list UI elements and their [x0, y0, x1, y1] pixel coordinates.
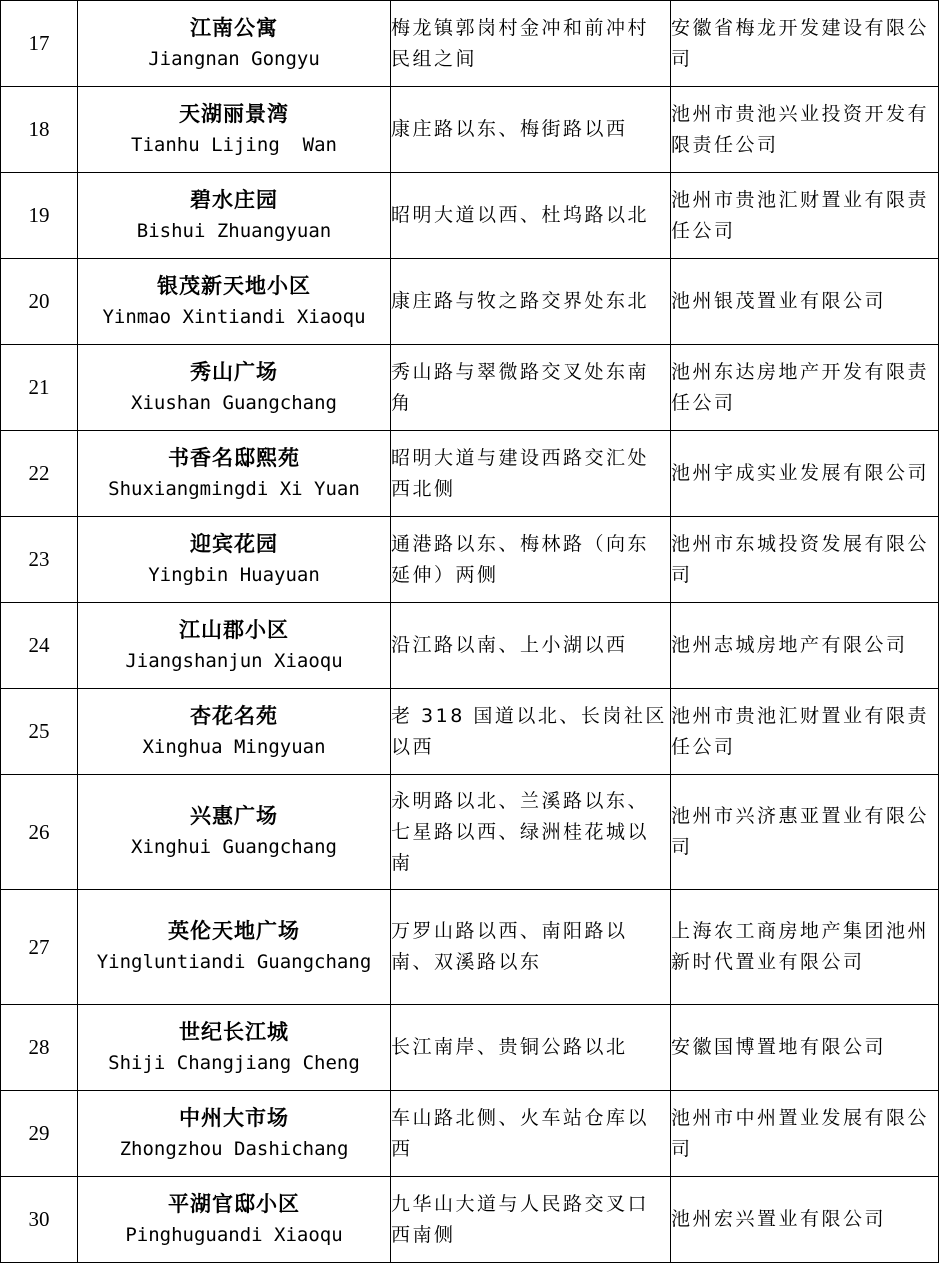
developer-cell: 池州宏兴置业有限公司 — [671, 1177, 939, 1263]
chinese-name: 英伦天地广场 — [168, 919, 300, 943]
developer-cell: 池州市东城投资发展有限公司 — [671, 517, 939, 603]
chinese-name: 银茂新天地小区 — [157, 273, 311, 298]
table-row — [1, 345, 939, 431]
location-cell: 车山路北侧、火车站仓库以西 — [391, 1091, 671, 1177]
row-number: 19 — [1, 173, 78, 259]
table-row — [1, 1005, 939, 1091]
pinyin-name: Pinghuguandi Xiaoqu — [125, 1223, 343, 1246]
name-cell — [78, 603, 391, 689]
developer-cell: 池州市贵池兴业投资开发有限责任公司 — [671, 87, 939, 173]
name-cell — [78, 1091, 391, 1177]
name-cell — [78, 1177, 391, 1263]
pinyin-name: Xinghui Guangchang — [131, 836, 337, 858]
location-cell: 永明路以北、兰溪路以东、七星路以西、绿洲桂花城以南 — [391, 775, 671, 890]
row-number: 28 — [1, 1005, 78, 1091]
pinyin-name: Xiushan Guangchang — [131, 391, 337, 414]
name-cell — [78, 431, 391, 517]
location-cell: 昭明大道与建设西路交汇处西北侧 — [391, 431, 671, 517]
chinese-name: 兴惠广场 — [190, 804, 278, 828]
pinyin-name: Yingluntiandi Guangchang — [96, 951, 372, 973]
chinese-name: 世纪长江城 — [179, 1019, 289, 1044]
name-cell — [78, 87, 391, 173]
developer-cell: 池州市中州置业发展有限公司 — [671, 1091, 939, 1177]
pinyin-name: Yinmao Xintiandi Xiaoqu — [102, 305, 366, 328]
table-row — [1, 431, 939, 517]
table-row — [1, 1177, 939, 1263]
chinese-name: 书香名邸熙苑 — [168, 445, 300, 470]
location-cell: 老 318 国道以北、长岗社区以西 — [391, 689, 671, 775]
chinese-name: 迎宾花园 — [190, 531, 278, 556]
chinese-name: 天湖丽景湾 — [179, 101, 289, 126]
chinese-name: 碧水庄园 — [190, 187, 278, 212]
location-cell: 秀山路与翠微路交叉处东南角 — [391, 345, 671, 431]
developer-cell: 池州市兴济惠亚置业有限公司 — [671, 775, 939, 890]
developer-cell: 池州宇成实业发展有限公司 — [671, 431, 939, 517]
location-cell: 通港路以东、梅林路（向东延伸）两侧 — [391, 517, 671, 603]
table-row — [1, 259, 939, 345]
developer-cell: 安徽省梅龙开发建设有限公司 — [671, 1, 939, 87]
name-cell — [78, 1005, 391, 1091]
developer-cell: 池州志城房地产有限公司 — [671, 603, 939, 689]
name-cell — [78, 775, 391, 890]
row-number: 24 — [1, 603, 78, 689]
row-number: 23 — [1, 517, 78, 603]
chinese-name: 江山郡小区 — [179, 617, 289, 642]
pinyin-name: Bishui Zhuangyuan — [136, 219, 332, 242]
developer-cell: 池州东达房地产开发有限责任公司 — [671, 345, 939, 431]
pinyin-name: Jiangshanjun Xiaoqu — [125, 649, 343, 672]
name-cell — [78, 345, 391, 431]
location-cell: 梅龙镇郭岗村金冲和前冲村民组之间 — [391, 1, 671, 87]
chinese-name: 杏花名苑 — [190, 703, 278, 728]
table-row — [1, 517, 939, 603]
table-row — [1, 173, 939, 259]
chinese-name: 秀山广场 — [190, 359, 278, 384]
row-number: 17 — [1, 1, 78, 87]
chinese-name: 平湖官邸小区 — [168, 1191, 300, 1216]
developer-cell: 池州市贵池汇财置业有限责任公司 — [671, 173, 939, 259]
row-number: 26 — [1, 775, 78, 890]
table-row — [1, 1091, 939, 1177]
row-number: 18 — [1, 87, 78, 173]
row-number: 21 — [1, 345, 78, 431]
pinyin-name: Yingbin Huayuan — [148, 563, 320, 586]
row-number: 25 — [1, 689, 78, 775]
pinyin-name: Xinghua Mingyuan — [142, 735, 326, 758]
table-row — [1, 603, 939, 689]
name-cell — [78, 173, 391, 259]
location-cell: 九华山大道与人民路交叉口西南侧 — [391, 1177, 671, 1263]
pinyin-name: Tianhu Lijing Wan — [131, 133, 337, 156]
chinese-name: 中州大市场 — [179, 1105, 289, 1130]
name-cell — [78, 259, 391, 345]
pinyin-name: Shiji Changjiang Cheng — [108, 1051, 360, 1074]
row-number: 30 — [1, 1177, 78, 1263]
row-number: 29 — [1, 1091, 78, 1177]
developer-cell: 池州银茂置业有限公司 — [671, 259, 939, 345]
developer-cell: 上海农工商房地产集团池州新时代置业有限公司 — [671, 890, 939, 1005]
developer-cell: 池州市贵池汇财置业有限责任公司 — [671, 689, 939, 775]
name-cell — [78, 517, 391, 603]
location-cell: 昭明大道以西、杜坞路以北 — [391, 173, 671, 259]
location-cell: 沿江路以南、上小湖以西 — [391, 603, 671, 689]
developer-cell: 安徽国博置地有限公司 — [671, 1005, 939, 1091]
pinyin-name: Jiangnan Gongyu — [148, 47, 320, 70]
name-cell — [78, 689, 391, 775]
table-row — [1, 689, 939, 775]
row-number: 20 — [1, 259, 78, 345]
table-row — [1, 1, 939, 87]
table-row — [1, 775, 939, 890]
name-cell — [78, 1, 391, 87]
location-cell: 万罗山路以西、南阳路以南、双溪路以东 — [391, 890, 671, 1005]
row-number: 22 — [1, 431, 78, 517]
pinyin-name: Zhongzhou Dashichang — [119, 1137, 349, 1160]
name-cell — [78, 890, 391, 1005]
location-cell: 康庄路以东、梅街路以西 — [391, 87, 671, 173]
table-row — [1, 87, 939, 173]
row-number: 27 — [1, 890, 78, 1005]
table-row — [1, 890, 939, 1005]
chinese-name: 江南公寓 — [190, 15, 278, 40]
location-cell: 长江南岸、贵铜公路以北 — [391, 1005, 671, 1091]
pinyin-name: Shuxiangmingdi Xi Yuan — [108, 477, 360, 500]
location-cell: 康庄路与牧之路交界处东北 — [391, 259, 671, 345]
